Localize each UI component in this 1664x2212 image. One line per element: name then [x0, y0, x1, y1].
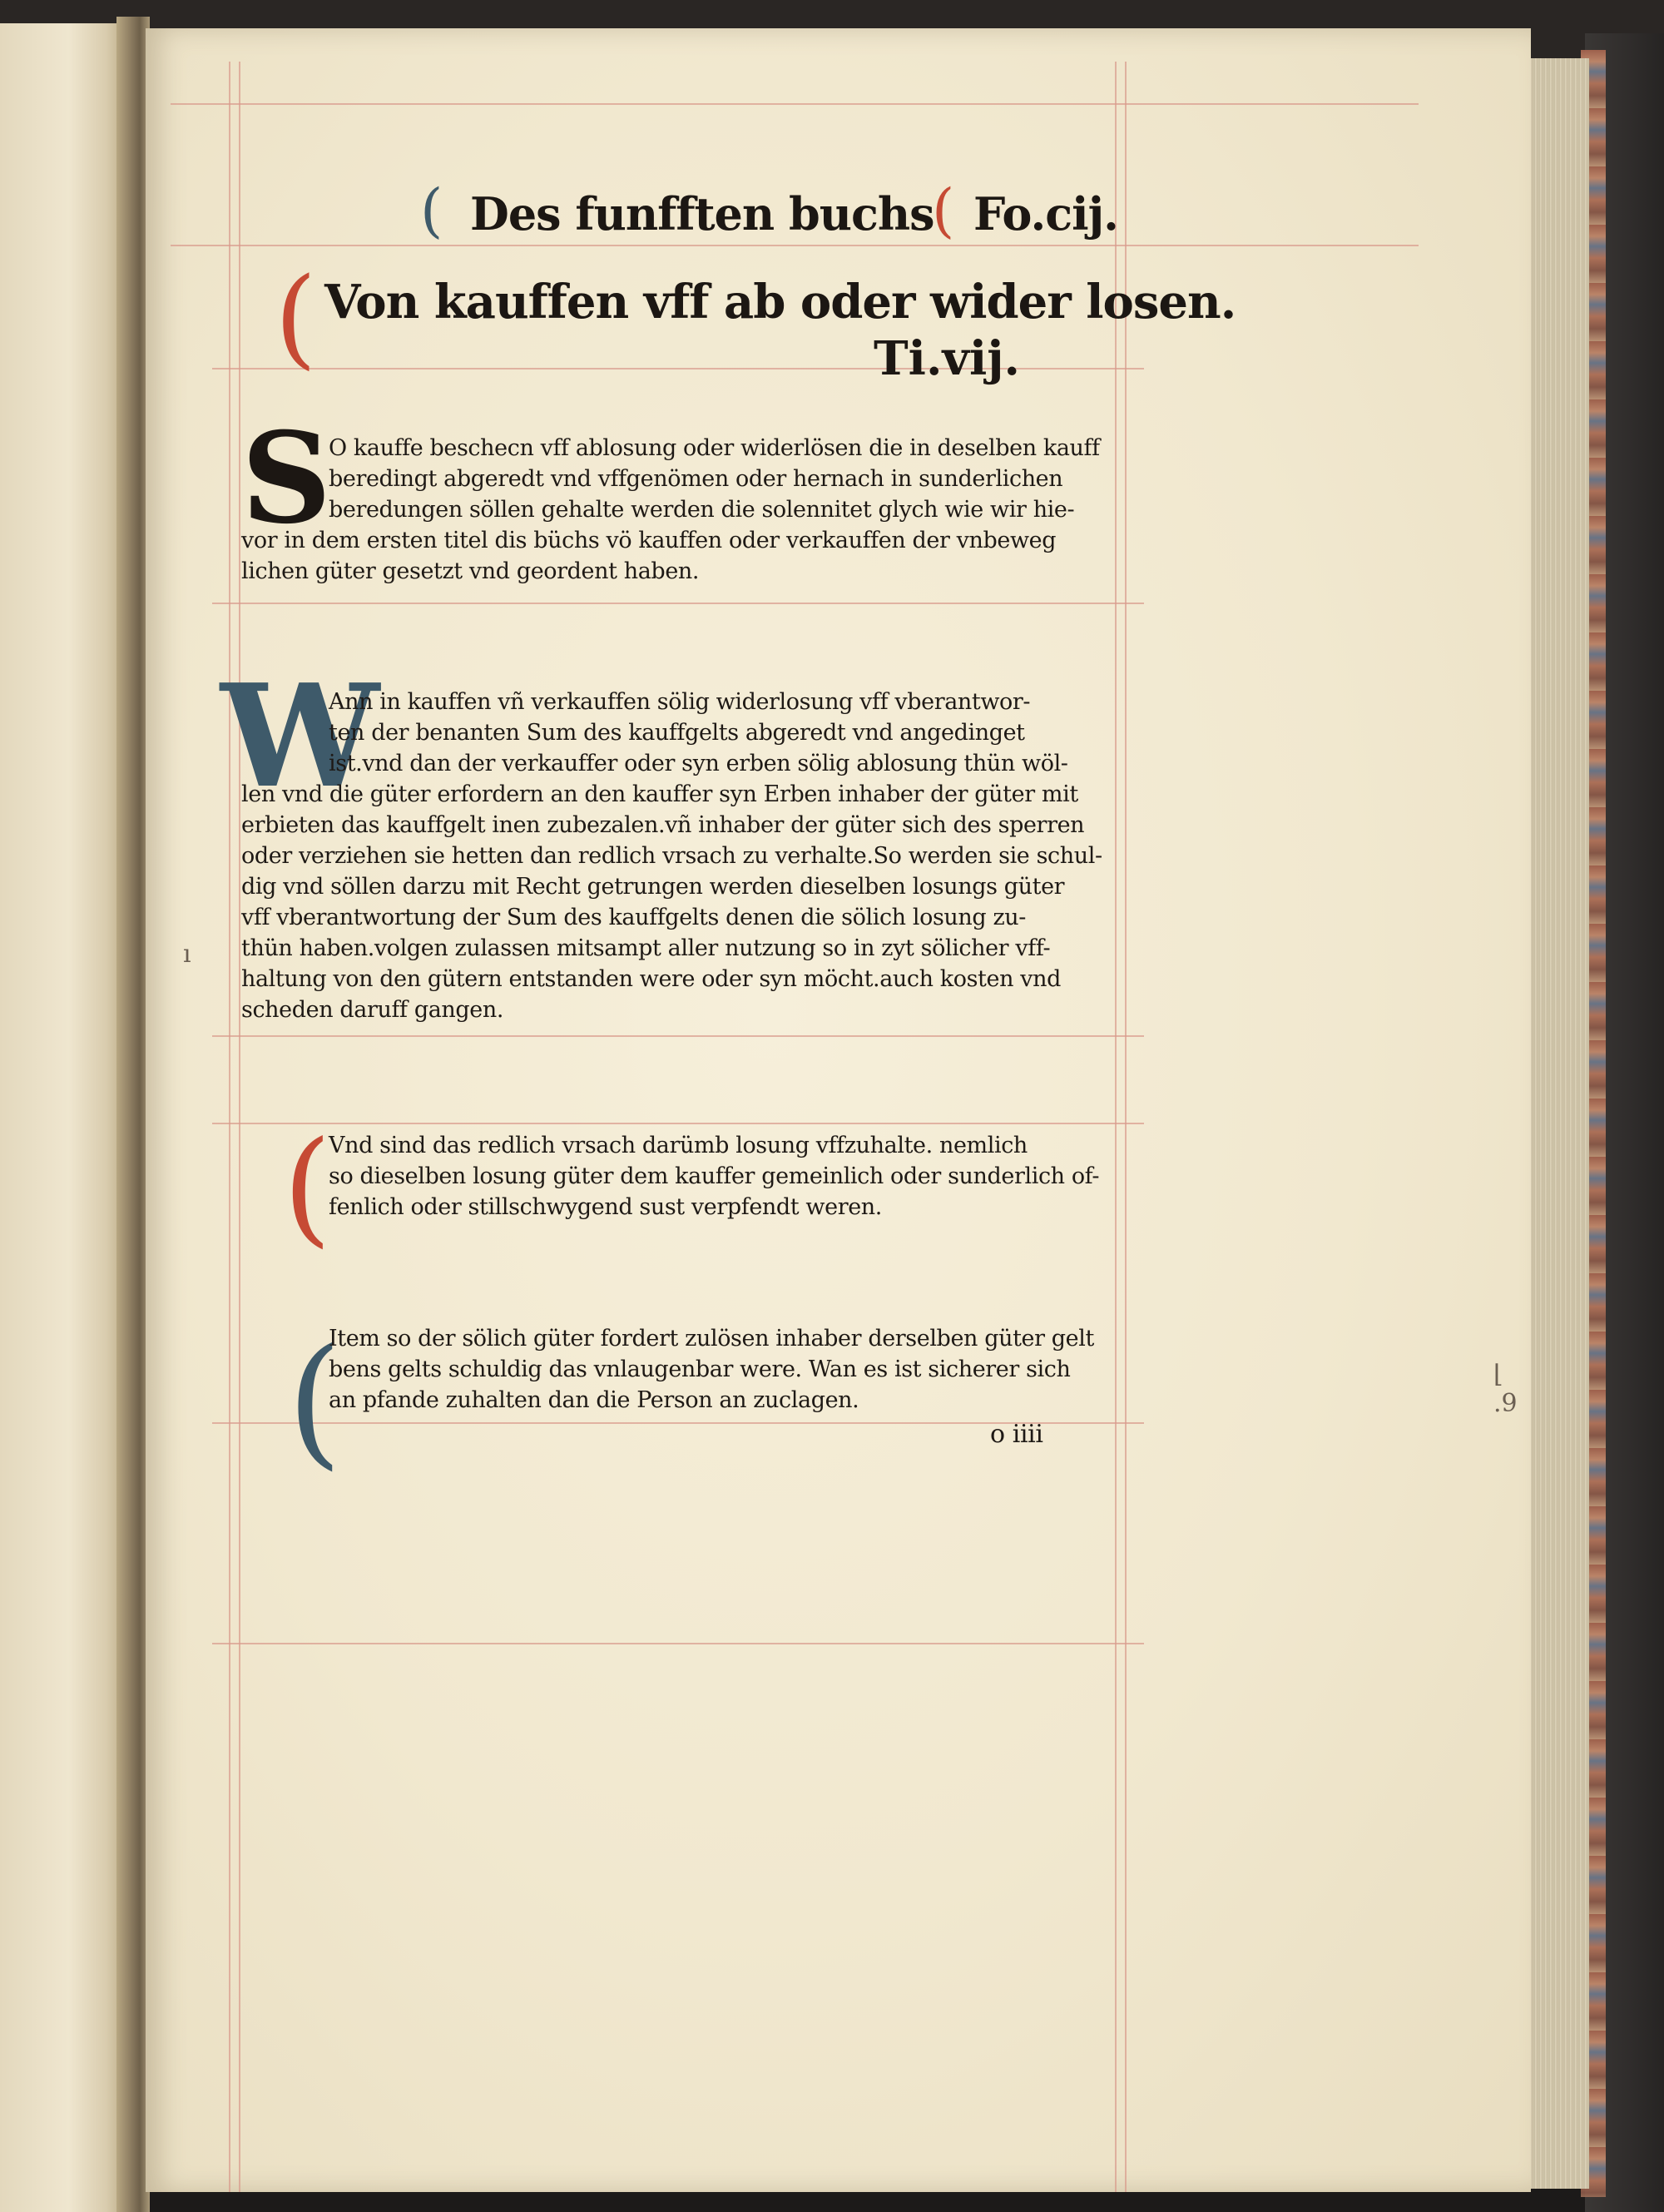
paragraph-line: fenlich oder stillschwygend sust verpfendt weren. — [329, 1194, 882, 1220]
paragraph-line: ist.vnd dan der verkauffer oder syn erben sölig ablosung thün wöl- — [329, 751, 1068, 776]
ruling-line-top — [171, 103, 1419, 105]
chapter-title: Von kauffen vff ab oder wider losen. — [324, 275, 1236, 330]
paragraph-3-pilcrow-icon: ( — [283, 1115, 332, 1260]
ruling-line-left — [229, 62, 230, 2192]
paragraph-line: an pfande zuhalten dan die Person an zuclagen. — [329, 1387, 859, 1413]
initial-letter-s: S — [241, 405, 332, 552]
paragraph-line: ten der benanten Sum des kauffgelts abgeredt vnd angedinget — [329, 720, 1025, 746]
paragraph-line: Item so der sölich güter fordert zulösen inhaber derselben güter gelt — [329, 1326, 1094, 1352]
ruling-line-inner-left — [239, 62, 240, 2192]
margin-pencil-note: ⌊ .9 — [1493, 1360, 1518, 1418]
paragraph-1-cont — [241, 525, 1090, 587]
paragraph-line: vor in dem ersten titel dis büchs vö kauffen oder verkauffen der vnbeweg — [241, 528, 1057, 553]
paragraph-line: vff vberantwortung der Sum des kauffgelts denen die sölich losung zu- — [241, 905, 1026, 930]
paragraph-line: len vnd die güter erfordern an den kauffer syn Erben inhaber der güter mit — [241, 781, 1078, 807]
initial-letter-w: W — [220, 653, 379, 820]
folio-number: Fo.cij. — [973, 187, 1118, 241]
paragraph-line: thün haben.volgen zulassen mitsampt aller nutzung so in zyt sölicher vff- — [241, 935, 1051, 961]
ruling-line-bottom — [212, 1643, 1144, 1644]
page-block-fore-edge — [1523, 58, 1589, 2189]
paragraph-line: haltung von den gütern entstanden were oder syn möcht.auch kosten vnd — [241, 966, 1061, 992]
paragraph-2 — [329, 687, 1177, 779]
header-pilcrow-icon: ( — [420, 176, 443, 245]
paragraph-line: lichen güter gesetzt vnd geordent haben. — [241, 558, 700, 584]
ruling-line-inner-right — [1125, 62, 1127, 2192]
folio-pilcrow-icon: ( — [932, 176, 955, 245]
ruling-line-header — [171, 245, 1419, 246]
ruling-line-right — [1115, 62, 1117, 2192]
paragraph-line: Vnd sind das redlich vrsach darümb losung vffzuhalte. nemlich — [329, 1133, 1028, 1158]
paragraph-line: bens gelts schuldig das vnlaugenbar were. Wan es ist sicherer sich — [329, 1356, 1071, 1382]
paragraph-line: beredungen söllen gehalte werden die solennitet glych wie wir hie- — [329, 497, 1075, 523]
paragraph-line: so dieselben losung güter dem kauffer gemeinlich oder sunderlich of- — [329, 1163, 1100, 1189]
paragraph-line: beredingt abgeredt vnd vffgenömen oder hernach in sunderlichen — [329, 466, 1063, 492]
ruling-line-section-2 — [212, 1035, 1144, 1037]
paragraph-line: Ann in kauffen vñ verkauffen sölig widerlosung vff vberantwor- — [329, 689, 1031, 715]
verso-page-edge — [0, 23, 125, 2212]
paragraph-line: O kauffe beschecn vff ablosung oder widerlösen die in deselben kauff — [329, 435, 1100, 461]
title-pilcrow-icon: ( — [275, 254, 317, 380]
paragraph-2-cont — [241, 779, 1102, 1025]
paragraph-line: oder verziehen sie hetten dan redlich vrsach zu verhalte.So werden sie schul- — [241, 843, 1102, 869]
recto-page — [146, 28, 1531, 2192]
paragraph-3 — [329, 1130, 1177, 1223]
paragraph-line: erbieten das kauffgelt inen zubezalen.vñ inhaber der güter sich des sperren — [241, 812, 1085, 838]
ruling-line-section-3 — [212, 1123, 1144, 1124]
paragraph-4-pilcrow-icon: ( — [287, 1319, 343, 1484]
margin-pencil-mark: ı — [183, 940, 191, 969]
paragraph-4 — [329, 1323, 1177, 1416]
paragraph-line: scheden daruff gangen. — [241, 997, 504, 1023]
book-gutter — [116, 17, 150, 2212]
ruling-line-section-1 — [212, 603, 1144, 604]
paragraph-line: dig vnd söllen darzu mit Recht getrungen werden dieselben losungs güter — [241, 874, 1065, 900]
paragraph-1 — [329, 433, 1177, 525]
running-title: Des funfften buchs — [470, 187, 934, 241]
signature-mark: o iiii — [990, 1420, 1043, 1449]
chapter-number: Ti.vij. — [874, 331, 1021, 386]
